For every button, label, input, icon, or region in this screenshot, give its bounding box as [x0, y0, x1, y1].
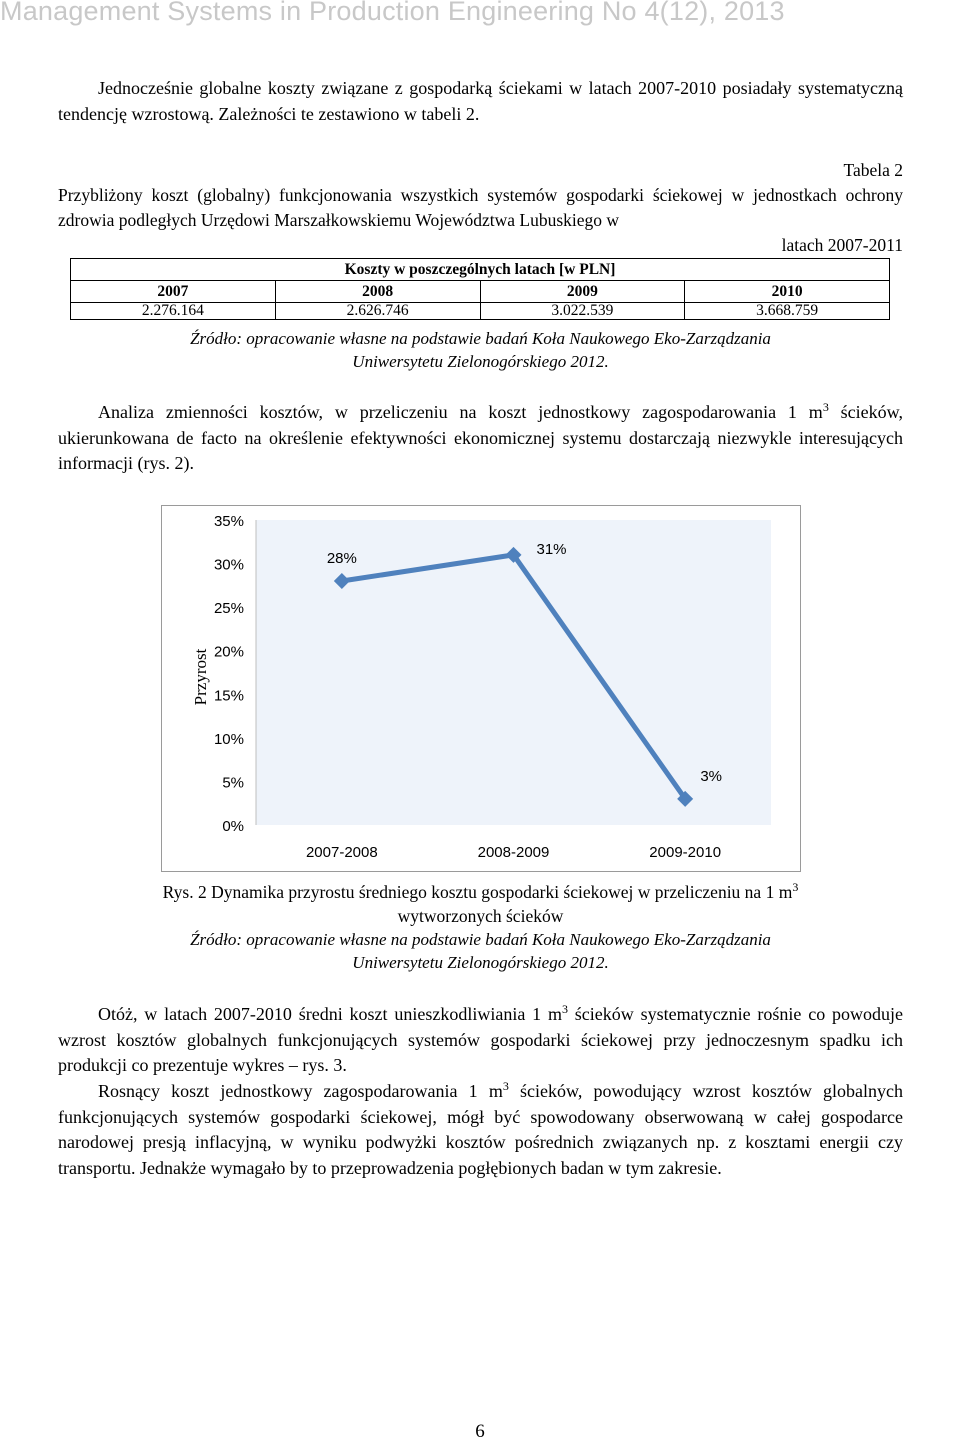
paragraph-4 — [58, 1079, 903, 1181]
running-header: Management Systems in Production Engineering No 4(12), 2013 — [0, 0, 785, 26]
p3-text-b: ścieków systematycznie rośnie co powoduje wzrost kosztów globalnych funkcjonujących systemów gospodarki ściekowej przy jednoczesnym spadku ich produkcji co prezentuje wykres – rys. 3. — [58, 1004, 904, 1075]
table-source — [58, 327, 903, 373]
table-year: 2010 — [685, 281, 890, 303]
p3-sup: 3 — [561, 1002, 568, 1016]
x-tick-label: 2008-2009 — [477, 844, 550, 861]
intro-paragraph: Jednocześnie globalne koszty związane z gospodarką ściekami w latach 2007-2010 posiadały systematyczną tendencję wzrostową. Zależności te zestawiono w tabeli 2. — [58, 78, 903, 124]
table-value: 2.626.746 — [275, 303, 480, 320]
figure-source-line: Uniwersytetu Zielonogórskiego 2012. — [352, 953, 609, 972]
table-value: 3.022.539 — [480, 303, 685, 320]
table-value: 2.276.164 — [71, 303, 276, 320]
table-year: 2007 — [71, 281, 276, 303]
data-label: 28% — [326, 550, 357, 567]
analysis-text-b: ścieków, ukierunkowana de facto na określenie efektywności ekonomicznej systemu dostarczają niezwykle interesujących informacji (rys. 2). — [58, 402, 903, 473]
y-tick-label: 25% — [213, 600, 244, 618]
p4-text-a: Rosnący koszt jednostkowy zagospodarowania 1 m — [98, 1081, 503, 1101]
table-year: 2009 — [480, 281, 685, 303]
y-axis-label: Przyrost — [191, 648, 210, 706]
table-source-line: Źródło: opracowanie własne na podstawie badań Koła Naukowego Eko-Zarządzania — [190, 329, 771, 348]
analysis-paragraph — [58, 400, 903, 477]
x-tick-labels — [306, 844, 721, 861]
table-label: Tabela 2 — [843, 160, 903, 180]
x-tick-label: 2009-2010 — [649, 844, 722, 861]
p4-sup: 3 — [502, 1079, 509, 1093]
y-tick-label: 5% — [222, 774, 244, 792]
y-tick-labels — [214, 513, 244, 835]
y-tick-label: 35% — [213, 513, 244, 530]
y-tick-label: 0% — [222, 818, 244, 835]
table-value: 3.668.759 — [685, 303, 890, 320]
analysis-text-a: Analiza zmienności kosztów, w przeliczeniu na koszt jednostkowy zagospodarowania 1 m — [98, 402, 823, 422]
table-year: 2008 — [275, 281, 480, 303]
data-label: 3% — [700, 767, 723, 785]
figure-caption-a: Rys. 2 Dynamika przyrostu średniego kosztu gospodarki ściekowej w przeliczeniu na 1 m — [162, 882, 793, 902]
table-caption-end: latach 2007-2011 — [781, 235, 903, 255]
y-tick-label: 10% — [213, 730, 244, 748]
table-header: Koszty w poszczególnych latach [w PLN] — [71, 259, 890, 281]
paragraph-3 — [58, 1002, 903, 1079]
data-label: 31% — [536, 540, 567, 558]
p3-text-a: Otóż, w latach 2007-2010 średni koszt unieszkodliwiania 1 m — [98, 1004, 562, 1024]
figure-caption-sup: 3 — [792, 880, 799, 895]
growth-line-chart — [161, 505, 801, 872]
figure-caption — [58, 880, 903, 928]
analysis-sup: 3 — [822, 400, 829, 414]
figure-source — [58, 928, 903, 974]
table-source-line: Uniwersytetu Zielonogórskiego 2012. — [352, 352, 609, 371]
p4-text-b: ścieków, powodujący wzrost kosztów globalnych funkcjonujących systemów gospodarki ściekowej, mógł być spowodowany obserwowaną w całej gospodarce narodowej presją inflacyjną, w wyniku podwyżki kosztów pośrednich związanych np. z kosztami energii czy transportu. Jednakże wymagało by to przeprowadzenia pogłębionych badan w tym zakresie. — [58, 1081, 903, 1178]
page-number: 6 — [475, 1421, 485, 1442]
figure-caption-b: wytworzonych ścieków — [397, 906, 564, 926]
figure-source-line: Źródło: opracowanie własne na podstawie badań Koła Naukowego Eko-Zarządzania — [190, 930, 771, 949]
y-tick-label: 30% — [213, 556, 244, 574]
y-tick-label: 15% — [213, 687, 244, 705]
y-tick-label: 20% — [213, 643, 244, 661]
table-caption-main: Przybliżony koszt (globalny) funkcjonowania wszystkich systemów gospodarki ściekowej w jednostkach ochrony zdrowia podległych Urzędowi Marszałkowskiemu Województwa Lubuskiego w — [58, 185, 903, 230]
costs-table — [70, 258, 890, 320]
x-tick-label: 2007-2008 — [305, 844, 378, 861]
